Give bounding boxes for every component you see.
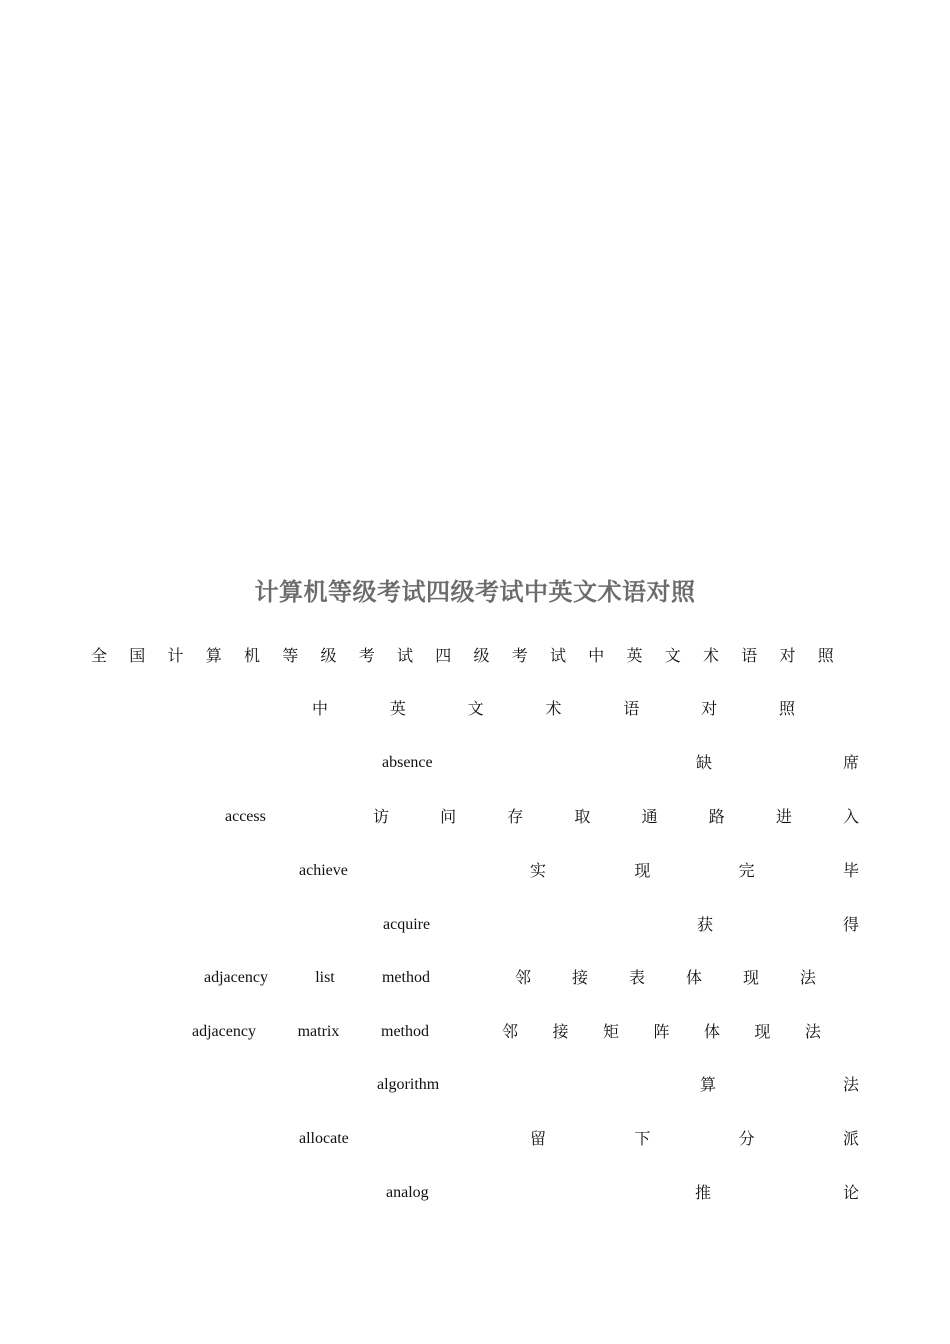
term-chinese-char: 得 <box>842 915 859 934</box>
term-english-word: acquire <box>383 916 431 933</box>
term-chinese-char: 现 <box>754 1022 771 1041</box>
term-chinese-char: 派 <box>842 1129 859 1148</box>
term-chinese-char: 问 <box>440 807 457 826</box>
header-char: 照 <box>778 699 795 718</box>
subtitle-line <box>91 646 834 666</box>
subtitle-char: 考 <box>358 646 375 665</box>
term-chinese-char: 获 <box>697 915 714 934</box>
term-chinese-char: 取 <box>574 807 591 826</box>
subtitle-char: 国 <box>129 646 146 665</box>
term-entry <box>383 915 859 935</box>
term-chinese-char: 接 <box>571 968 588 987</box>
subtitle-char: 等 <box>282 646 299 665</box>
subtitle-char: 级 <box>473 646 490 665</box>
subtitle-char: 文 <box>664 646 681 665</box>
header-char: 语 <box>623 699 640 718</box>
subtitle-char: 术 <box>703 646 720 665</box>
term-entry <box>299 1129 859 1149</box>
subtitle-char: 英 <box>626 646 643 665</box>
term-chinese-char: 法 <box>804 1022 821 1041</box>
subtitle-char: 中 <box>588 646 605 665</box>
term-chinese-char: 留 <box>530 1129 547 1148</box>
term-entry <box>382 753 859 773</box>
subtitle-char: 对 <box>779 646 796 665</box>
term-english-word: method <box>381 1023 429 1040</box>
term-english-word: adjacency <box>192 1023 256 1040</box>
term-chinese-char: 论 <box>842 1183 859 1202</box>
term-english-word: algorithm <box>377 1076 440 1093</box>
subtitle-char: 试 <box>550 646 567 665</box>
term-english-word: achieve <box>299 862 348 879</box>
term-english-word: absence <box>382 754 433 771</box>
subtitle-char: 全 <box>91 646 108 665</box>
term-english-word: allocate <box>299 1130 349 1147</box>
term-chinese-char: 邻 <box>515 968 532 987</box>
term-chinese-char: 毕 <box>842 861 859 880</box>
term-entry <box>386 1183 859 1203</box>
subtitle-char: 算 <box>205 646 222 665</box>
term-chinese-char: 推 <box>695 1183 712 1202</box>
term-chinese <box>530 1129 859 1149</box>
subtitle-char: 四 <box>435 646 452 665</box>
term-chinese-char: 体 <box>703 1022 720 1041</box>
term-english-word: method <box>381 969 430 986</box>
term-entry <box>192 1022 821 1042</box>
term-chinese-char: 接 <box>552 1022 569 1041</box>
term-chinese <box>530 861 859 881</box>
term-english-word: adjacency <box>204 969 268 986</box>
term-chinese-char: 进 <box>775 807 792 826</box>
term-chinese <box>695 1183 859 1203</box>
term-chinese-char: 通 <box>641 807 658 826</box>
subtitle-char: 级 <box>320 646 337 665</box>
term-chinese <box>373 807 859 827</box>
subtitle-char: 语 <box>741 646 758 665</box>
term-chinese <box>515 968 816 988</box>
header-char: 对 <box>701 699 718 718</box>
term-chinese-char: 算 <box>700 1075 717 1094</box>
term-english-word: matrix <box>297 1023 340 1040</box>
term-english <box>192 1022 429 1042</box>
term-chinese-char: 实 <box>530 861 547 880</box>
header-char: 英 <box>389 699 406 718</box>
term-chinese-char: 完 <box>738 861 755 880</box>
term-chinese-char: 体 <box>685 968 702 987</box>
term-entry <box>225 807 859 827</box>
subtitle-char: 计 <box>167 646 184 665</box>
term-chinese-char: 阵 <box>653 1022 670 1041</box>
subtitle-char: 机 <box>244 646 261 665</box>
term-chinese <box>696 753 859 773</box>
term-chinese-char: 存 <box>507 807 524 826</box>
term-chinese-char: 席 <box>842 753 859 772</box>
document-title: 计算机等级考试四级考试中英文术语对照 <box>254 577 696 606</box>
term-entry <box>299 861 859 881</box>
term-chinese-char: 法 <box>842 1075 859 1094</box>
term-chinese-char: 分 <box>738 1129 755 1148</box>
term-chinese-char: 矩 <box>602 1022 619 1041</box>
term-entry <box>204 968 816 988</box>
term-chinese-char: 邻 <box>502 1022 519 1041</box>
term-english-word: list <box>315 969 335 986</box>
subtitle-char: 照 <box>817 646 834 665</box>
term-entry <box>377 1075 859 1095</box>
term-chinese-char: 访 <box>373 807 390 826</box>
term-english <box>204 968 430 988</box>
term-chinese-char: 下 <box>634 1129 651 1148</box>
subtitle-char: 考 <box>511 646 528 665</box>
term-chinese-char: 现 <box>634 861 651 880</box>
term-chinese <box>502 1022 821 1042</box>
term-chinese-char: 现 <box>742 968 759 987</box>
term-chinese-char: 法 <box>799 968 816 987</box>
term-english-word: analog <box>386 1184 429 1201</box>
section-header-line <box>312 699 795 719</box>
header-char: 术 <box>545 699 562 718</box>
term-chinese <box>700 1075 859 1095</box>
term-chinese <box>697 915 859 935</box>
term-chinese-char: 入 <box>842 807 859 826</box>
term-chinese-char: 路 <box>708 807 725 826</box>
header-char: 中 <box>312 699 329 718</box>
subtitle-char: 试 <box>397 646 414 665</box>
term-chinese-char: 缺 <box>696 753 713 772</box>
term-chinese-char: 表 <box>628 968 645 987</box>
term-english-word: access <box>225 808 266 825</box>
header-char: 文 <box>467 699 484 718</box>
